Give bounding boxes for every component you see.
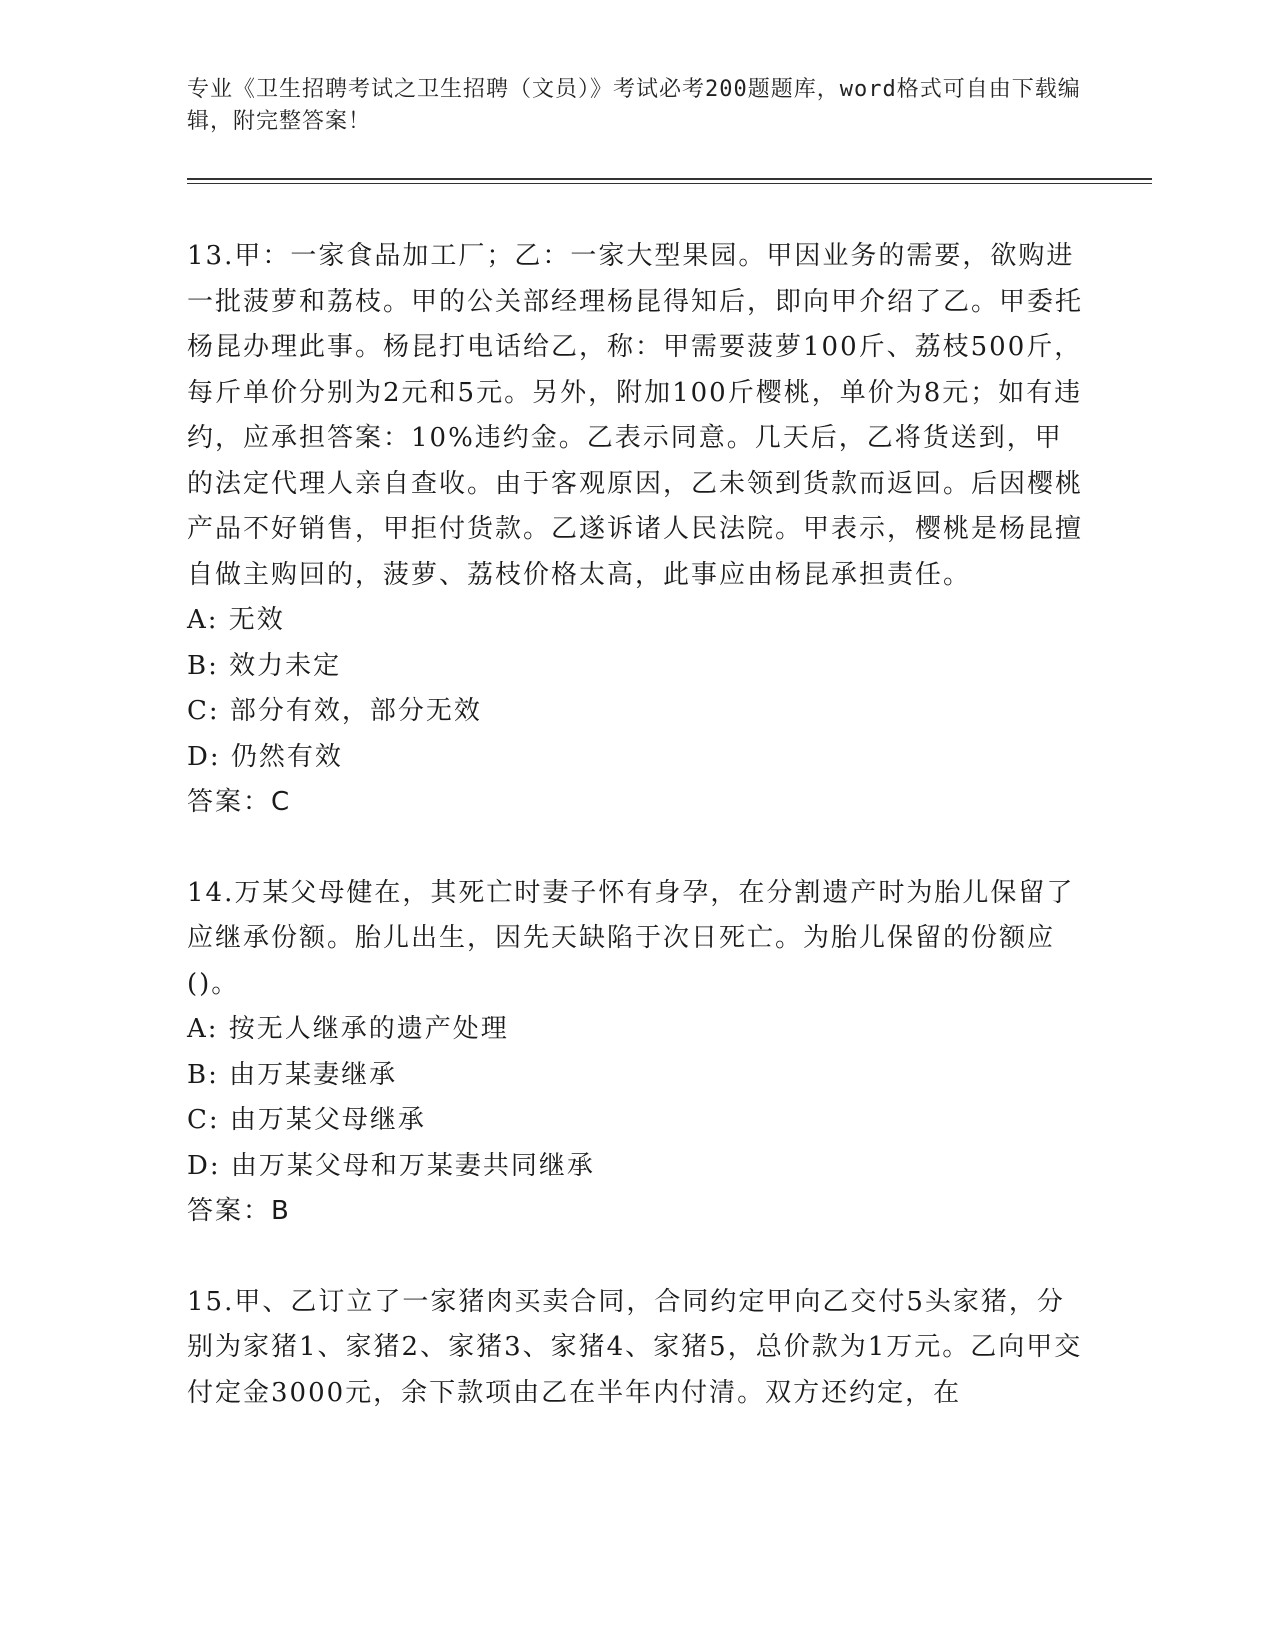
header-divider-thin bbox=[187, 183, 1152, 184]
document-header: 专业《卫生招聘考试之卫生招聘（文员）》考试必考200题题库，word格式可自由下载编辑，附完整答案！ bbox=[187, 77, 1081, 134]
question-stem: 15.甲、乙订立了一家猪肉买卖合同，合同约定甲向乙交付5头家猪，分别为家猪1、家猪2、家猪3、家猪4、家猪5，总价款为1万元。乙向甲交付定金3000元，余下款项由乙在半年内付清。双方还约定，在 bbox=[187, 1286, 1083, 1408]
option-d: D: 仍然有效 bbox=[187, 741, 343, 772]
question-stem: 14.万某父母健在，其死亡时妻子怀有身孕，在分割遗产时为胎儿保留了应继承份额。胎儿出生，因先天缺陷于次日死亡。为胎儿保留的份额应()。 bbox=[187, 877, 1075, 999]
question-stem: 13.甲：一家食品加工厂；乙：一家大型果园。甲因业务的需要，欲购进一批菠萝和荔枝。甲的公关部经理杨昆得知后，即向甲介绍了乙。甲委托杨昆办理此事。杨昆打电话给乙，称：甲需要菠萝100斤、荔枝500斤，每斤单价分别为2元和5元。另外，附加100斤樱桃，单价为8元；如有违约，应承担答案：10%违约金。乙表示同意。几天后，乙将货送到，甲的法定代理人亲自查收。由于客观原因，乙未领到货款而返回。后因樱桃产品不好销售，甲拒付货款。乙遂诉诸人民法院。甲表示，樱桃是杨昆擅自做主购回的，菠萝、荔枝价格太高，此事应由杨昆承担责任。 bbox=[187, 241, 1084, 590]
option-c: C: 由万某父母继承 bbox=[187, 1105, 426, 1135]
option-d: D: 由万某父母和万某妻共同继承 bbox=[187, 1150, 595, 1181]
option-a: A: 按无人继承的遗产处理 bbox=[187, 1014, 509, 1044]
option-b: B: 由万某妻继承 bbox=[187, 1059, 398, 1090]
question-13 bbox=[187, 234, 1087, 826]
option-a: A: 无效 bbox=[187, 605, 285, 635]
question-spacer bbox=[187, 1235, 1087, 1280]
header-divider-thick bbox=[187, 178, 1152, 180]
question-14 bbox=[187, 871, 1087, 1235]
question-15 bbox=[187, 1280, 1087, 1417]
option-b: B: 效力未定 bbox=[187, 650, 342, 681]
option-c: C: 部分有效，部分无效 bbox=[187, 696, 482, 726]
answer-line: 答案：B bbox=[187, 1196, 291, 1226]
answer-line: 答案：C bbox=[187, 787, 292, 817]
question-spacer bbox=[187, 826, 1087, 871]
document-body bbox=[187, 234, 1087, 1416]
